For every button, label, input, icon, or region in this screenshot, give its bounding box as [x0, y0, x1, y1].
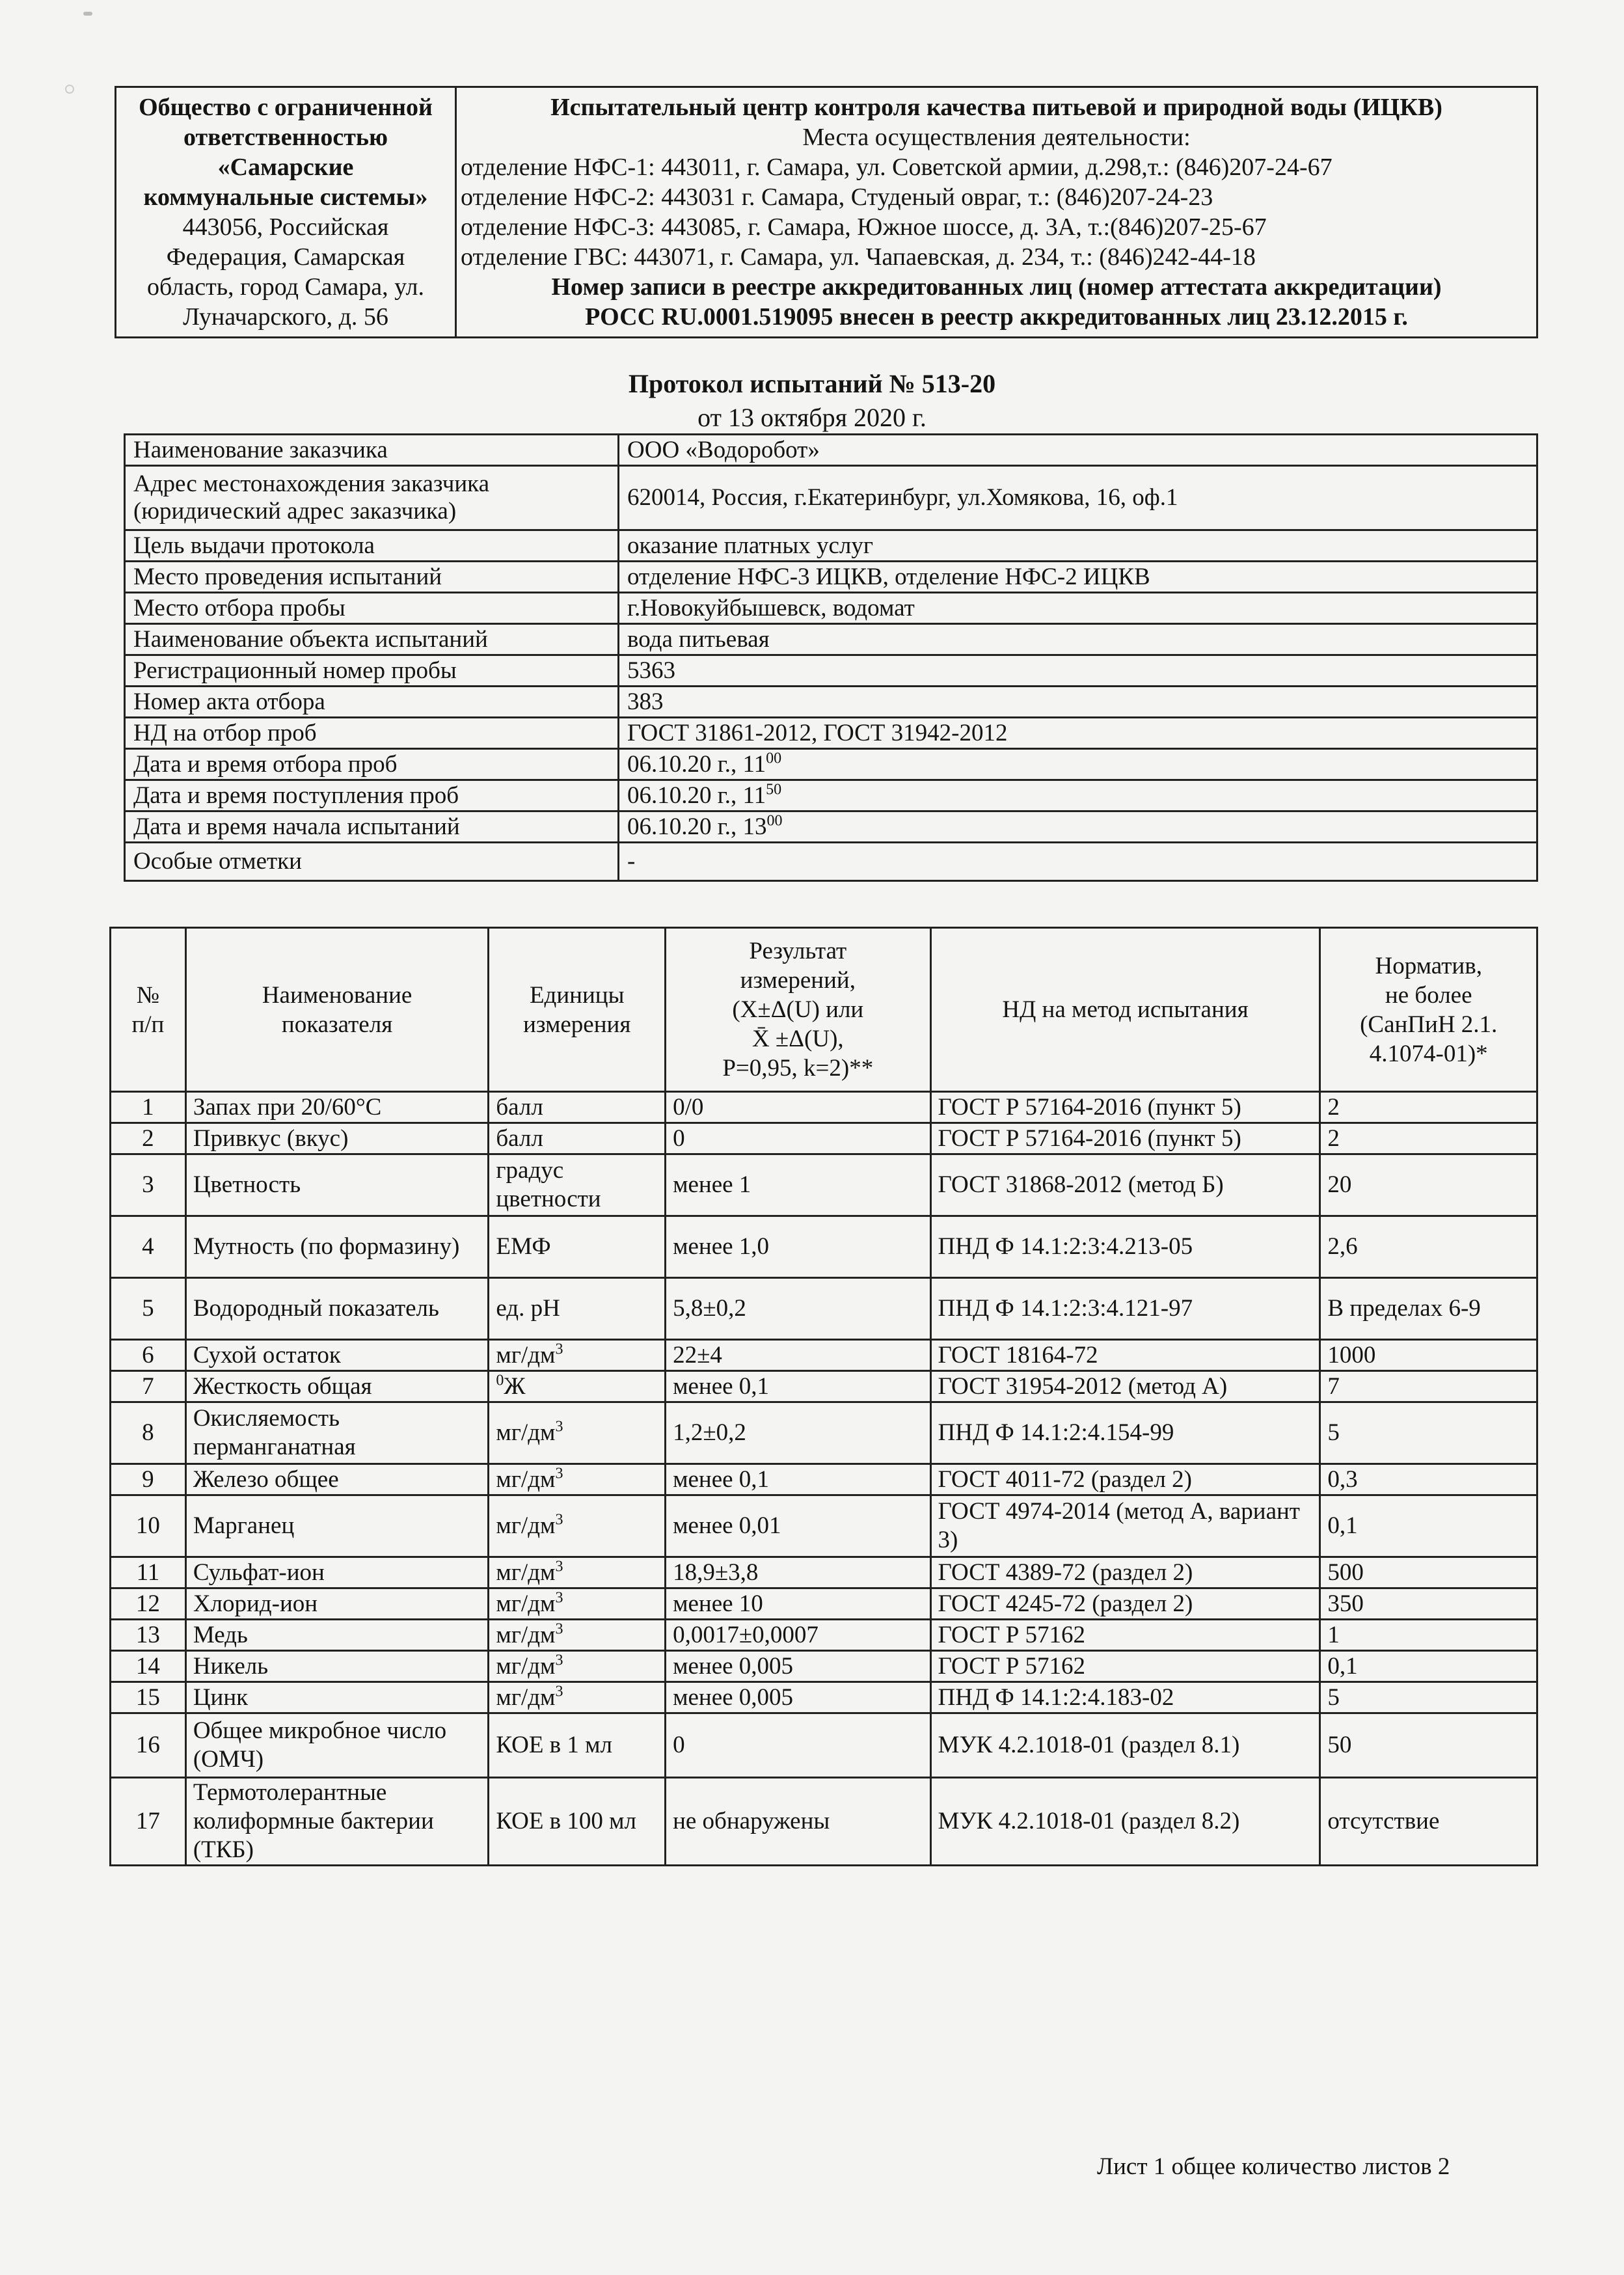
unit-text: Ж: [504, 1372, 526, 1400]
branch-line: отделение НФС-3: 443085, г. Самара, Южное шоссе, д. 3А, т.:(846)207-25-67: [461, 213, 1267, 241]
unit-text: КОЕ в 1 мл: [496, 1732, 613, 1758]
cell-result: менее 10: [666, 1588, 930, 1620]
header-line: измерения: [523, 1011, 631, 1038]
cell-result: 0: [666, 1123, 930, 1154]
cell-method: ГОСТ 4245-72 (раздел 2): [930, 1588, 1320, 1620]
cell-result: 0: [666, 1713, 930, 1778]
cell-method: ГОСТ Р 57162: [930, 1620, 1320, 1651]
org-line: 443056, Российская: [182, 213, 389, 241]
result-row: [111, 1682, 1537, 1713]
cell-norm: 5: [1320, 1682, 1537, 1713]
info-key-line: Адрес местонахождения заказчика: [133, 470, 489, 497]
info-row: [125, 466, 1537, 530]
result-row: [111, 1557, 1537, 1588]
sample-info-table: [124, 433, 1538, 882]
unit-text: мг/дм: [496, 1621, 556, 1648]
cell-unit: [489, 1216, 666, 1278]
result-row: [111, 1620, 1537, 1651]
info-row: [125, 811, 1537, 843]
info-row: [125, 655, 1537, 687]
header-line: не более: [1385, 981, 1472, 1009]
info-key: Место проведения испытаний: [125, 562, 619, 593]
info-key: Наименование объекта испытаний: [125, 624, 619, 655]
info-row: [125, 749, 1537, 780]
unit-sup: 3: [555, 1558, 563, 1575]
cell-method: ГОСТ 31954-2012 (метод А): [930, 1371, 1320, 1402]
info-key: Цель выдачи протокола: [125, 530, 619, 562]
cell-number: 4: [111, 1216, 186, 1278]
org-line: Общество с ограниченной: [139, 94, 433, 121]
info-value: г.Новокуйбышевск, водомат: [619, 593, 1537, 624]
page-footer: Лист 1 общее количество листов 2: [1097, 2153, 1450, 2180]
cell-number: 11: [111, 1557, 186, 1588]
unit-text: мг/дм: [496, 1683, 556, 1711]
cell-method: ПНД Ф 14.1:2:3:4.121-97: [930, 1278, 1320, 1340]
cell-unit: [489, 1402, 666, 1464]
cell-unit: [489, 1620, 666, 1651]
header-line: Наименование: [262, 981, 413, 1009]
unit-text: градус цветности: [496, 1157, 601, 1212]
branch-line: отделение ГВС: 443071, г. Самара, ул. Чапаевская, д. 234, т.: (846)242-44-18: [461, 243, 1256, 271]
info-value-text: 06.10.20 г., 11: [627, 782, 766, 809]
cell-name: Хлорид-ион: [185, 1588, 489, 1620]
unit-text: КОЕ в 100 мл: [496, 1808, 637, 1834]
info-value: [619, 780, 1537, 811]
cell-method: ГОСТ Р 57164-2016 (пункт 5): [930, 1123, 1320, 1154]
cell-result: менее 0,005: [666, 1682, 930, 1713]
cell-number: 3: [111, 1154, 186, 1216]
scan-speck: [83, 12, 92, 16]
branch-line: отделение НФС-2: 443031 г. Самара, Студеный овраг, т.: (846)207-24-23: [461, 184, 1213, 211]
unit-sup: 3: [555, 1589, 563, 1607]
cell-unit: [489, 1588, 666, 1620]
result-row: [111, 1371, 1537, 1402]
cell-name: Марганец: [185, 1495, 489, 1557]
cell-unit: [489, 1371, 666, 1402]
result-row: [111, 1464, 1537, 1495]
info-key: Особые отметки: [125, 843, 619, 881]
registry-line: Номер записи в реестре аккредитованных лиц (номер аттестата аккредитации): [551, 273, 1442, 301]
cell-unit: [489, 1557, 666, 1588]
cell-unit: [489, 1092, 666, 1123]
cell-number: 14: [111, 1651, 186, 1682]
col-header-method: НД на метод испытания: [930, 928, 1320, 1092]
cell-number: 6: [111, 1340, 186, 1371]
cell-name: Термотолерантные колиформные бактерии (ТКБ): [185, 1778, 489, 1866]
header-line: Р=0,95, k=2)**: [722, 1055, 874, 1082]
cell-unit: [489, 1278, 666, 1340]
info-value: [619, 811, 1537, 843]
header-line: (Х±Δ(U) или: [732, 996, 864, 1023]
header-line: Единицы: [529, 981, 625, 1009]
cell-result: менее 1,0: [666, 1216, 930, 1278]
unit-sup: 3: [555, 1652, 563, 1669]
cell-number: 12: [111, 1588, 186, 1620]
info-row: [125, 718, 1537, 749]
cell-norm: 5: [1320, 1402, 1537, 1464]
cell-name: Сульфат-ион: [185, 1557, 489, 1588]
info-value-sup: 00: [766, 750, 782, 767]
unit-sup: 3: [555, 1341, 563, 1358]
unit-sup: 3: [555, 1620, 563, 1638]
cell-norm: 500: [1320, 1557, 1537, 1588]
cell-name: Медь: [185, 1620, 489, 1651]
cell-name: Цветность: [185, 1154, 489, 1216]
unit-text: балл: [496, 1093, 543, 1121]
cell-result: 0,0017±0,0007: [666, 1620, 930, 1651]
header-line: Результат: [749, 938, 847, 964]
result-row: [111, 1495, 1537, 1557]
cell-number: 17: [111, 1778, 186, 1866]
cell-result: 1,2±0,2: [666, 1402, 930, 1464]
cell-number: 13: [111, 1620, 186, 1651]
branch-line: отделение НФС-1: 443011, г. Самара, ул. Советской армии, д.298,т.: (846)207-24-67: [461, 154, 1333, 181]
cell-norm: 2,6: [1320, 1216, 1537, 1278]
info-row: [125, 530, 1537, 562]
result-row: [111, 1713, 1537, 1778]
unit-text: мг/дм: [496, 1341, 556, 1369]
result-row: [111, 1278, 1537, 1340]
results-body: [111, 1092, 1537, 1866]
result-row: [111, 1154, 1537, 1216]
cell-number: 15: [111, 1682, 186, 1713]
cell-result: менее 0,1: [666, 1371, 930, 1402]
info-value: ООО «Водоробот»: [619, 435, 1537, 466]
org-line: Федерация, Самарская: [166, 243, 405, 271]
cell-method: МУК 4.2.1018-01 (раздел 8.2): [930, 1778, 1320, 1866]
info-row: [125, 687, 1537, 718]
cell-unit: [489, 1651, 666, 1682]
cell-method: ГОСТ 31868-2012 (метод Б): [930, 1154, 1320, 1216]
cell-norm: отсутствие: [1320, 1778, 1537, 1866]
unit-text: мг/дм: [496, 1652, 556, 1680]
unit-text: балл: [496, 1124, 543, 1152]
cell-result: менее 1: [666, 1154, 930, 1216]
cell-method: ГОСТ 4974-2014 (метод А, вариант 3): [930, 1495, 1320, 1557]
info-key: Дата и время поступления проб: [125, 780, 619, 811]
cell-name: Сухой остаток: [185, 1340, 489, 1371]
cell-norm: 0,1: [1320, 1495, 1537, 1557]
cell-result: 5,8±0,2: [666, 1278, 930, 1340]
unit-sup: 3: [555, 1465, 563, 1482]
info-value: 5363: [619, 655, 1537, 687]
result-row: [111, 1092, 1537, 1123]
results-table: [109, 927, 1538, 1866]
cell-norm: 2: [1320, 1123, 1537, 1154]
cell-norm: 20: [1320, 1154, 1537, 1216]
cell-norm: 7: [1320, 1371, 1537, 1402]
org-line: область, город Самара, ул.: [147, 273, 424, 301]
info-key: Наименование заказчика: [125, 435, 619, 466]
protocol-title: Протокол испытаний № 513-20: [628, 369, 996, 398]
result-row: [111, 1402, 1537, 1464]
cell-unit: [489, 1495, 666, 1557]
cell-number: 1: [111, 1092, 186, 1123]
cell-name: Железо общее: [185, 1464, 489, 1495]
cell-unit: [489, 1154, 666, 1216]
result-row: [111, 1588, 1537, 1620]
info-value-sup: 50: [766, 781, 782, 798]
cell-name: Никель: [185, 1651, 489, 1682]
cell-number: 7: [111, 1371, 186, 1402]
result-row: [111, 1778, 1537, 1866]
cell-result: менее 0,1: [666, 1464, 930, 1495]
center-title: Испытательный центр контроля качества питьевой и природной воды (ИЦКВ): [550, 94, 1442, 121]
cell-unit: [489, 1340, 666, 1371]
col-header-name: [185, 928, 489, 1092]
header-line: №: [136, 981, 160, 1009]
cell-result: менее 0,005: [666, 1651, 930, 1682]
cell-method: ГОСТ Р 57164-2016 (пункт 5): [930, 1092, 1320, 1123]
info-row: [125, 435, 1537, 466]
info-key: Место отбора пробы: [125, 593, 619, 624]
cell-norm: 1: [1320, 1620, 1537, 1651]
header-line: показателя: [281, 1011, 393, 1038]
cell-number: 16: [111, 1713, 186, 1778]
testing-center-cell: [456, 87, 1537, 338]
unit-sup: 3: [555, 1511, 563, 1529]
info-key: [125, 466, 619, 530]
info-key: НД на отбор проб: [125, 718, 619, 749]
unit-sup: 3: [555, 1683, 563, 1700]
col-header-result: [666, 928, 930, 1092]
unit-text: мг/дм: [496, 1419, 556, 1446]
protocol-date: от 13 октября 2020 г.: [697, 403, 927, 432]
header-line: X̄ ±Δ(U),: [751, 1026, 844, 1052]
info-value-sup: 00: [766, 812, 783, 830]
unit-sup: 3: [555, 1418, 563, 1436]
unit-text: мг/дм: [496, 1465, 556, 1493]
cell-method: ГОСТ 4011-72 (раздел 2): [930, 1464, 1320, 1495]
org-line: Луначарского, д. 56: [183, 303, 388, 331]
info-value: отделение НФС-3 ИЦКВ, отделение НФС-2 ИЦКВ: [619, 562, 1537, 593]
header-table: [115, 86, 1538, 338]
info-value: вода питьевая: [619, 624, 1537, 655]
cell-result: не обнаружены: [666, 1778, 930, 1866]
info-row: [125, 624, 1537, 655]
cell-name: Общее микробное число (ОМЧ): [185, 1713, 489, 1778]
unit-sup: 0: [496, 1372, 504, 1389]
info-value: ГОСТ 31861-2012, ГОСТ 31942-2012: [619, 718, 1537, 749]
unit-text: ед. рН: [496, 1295, 560, 1322]
cell-result: 0/0: [666, 1092, 930, 1123]
cell-number: 8: [111, 1402, 186, 1464]
cell-name: Привкус (вкус): [185, 1123, 489, 1154]
org-line: ответственностью: [183, 124, 388, 151]
unit-text: мг/дм: [496, 1512, 556, 1539]
info-value: -: [619, 843, 1537, 881]
info-key-line: (юридический адрес заказчика): [133, 498, 457, 524]
org-line: коммунальные системы»: [143, 184, 428, 211]
scan-speck: [65, 85, 74, 94]
cell-norm: 2: [1320, 1092, 1537, 1123]
cell-result: 22±4: [666, 1340, 930, 1371]
cell-name: Запах при 20/60°С: [185, 1092, 489, 1123]
col-header-number: [111, 928, 186, 1092]
cell-name: Окисляемость перманганатная: [185, 1402, 489, 1464]
info-value: 620014, Россия, г.Екатеринбург, ул.Хомякова, 16, оф.1: [619, 466, 1537, 530]
info-value: оказание платных услуг: [619, 530, 1537, 562]
info-value: 383: [619, 687, 1537, 718]
cell-name: Жесткость общая: [185, 1371, 489, 1402]
info-row: [125, 562, 1537, 593]
cell-norm: В пределах 6-9: [1320, 1278, 1537, 1340]
cell-unit: [489, 1713, 666, 1778]
info-value-text: 06.10.20 г., 11: [627, 750, 766, 778]
cell-norm: 0,1: [1320, 1651, 1537, 1682]
result-row: [111, 1340, 1537, 1371]
cell-number: 2: [111, 1123, 186, 1154]
registry-line: РОСС RU.0001.519095 внесен в реестр аккредитованных лиц 23.12.2015 г.: [585, 303, 1408, 331]
cell-unit: [489, 1464, 666, 1495]
cell-result: менее 0,01: [666, 1495, 930, 1557]
unit-text: ЕМФ: [496, 1233, 551, 1260]
col-header-norm: [1320, 928, 1537, 1092]
result-row: [111, 1651, 1537, 1682]
cell-method: ПНД Ф 14.1:2:3:4.213-05: [930, 1216, 1320, 1278]
info-key: Дата и время отбора проб: [125, 749, 619, 780]
header-line: (СанПиН 2.1.: [1360, 1011, 1498, 1038]
cell-norm: 0,3: [1320, 1464, 1537, 1495]
cell-unit: [489, 1123, 666, 1154]
header-line: Норматив,: [1375, 952, 1482, 979]
cell-method: ПНД Ф 14.1:2:4.154-99: [930, 1402, 1320, 1464]
header-line: п/п: [131, 1011, 165, 1038]
info-row: [125, 593, 1537, 624]
cell-name: Водородный показатель: [185, 1278, 489, 1340]
places-label: Места осуществления деятельности:: [802, 124, 1191, 151]
info-value: [619, 749, 1537, 780]
cell-method: ГОСТ 18164-72: [930, 1340, 1320, 1371]
cell-norm: 1000: [1320, 1340, 1537, 1371]
cell-unit: [489, 1682, 666, 1713]
unit-text: мг/дм: [496, 1559, 556, 1586]
info-key: Номер акта отбора: [125, 687, 619, 718]
cell-method: МУК 4.2.1018-01 (раздел 8.1): [930, 1713, 1320, 1778]
col-header-unit: [489, 928, 666, 1092]
result-row: [111, 1216, 1537, 1278]
organization-cell: [116, 87, 456, 338]
org-line: «Самарские: [217, 154, 354, 181]
cell-unit: [489, 1778, 666, 1866]
info-key: Регистрационный номер пробы: [125, 655, 619, 687]
unit-text: мг/дм: [496, 1590, 556, 1617]
cell-name: Цинк: [185, 1682, 489, 1713]
info-key: Дата и время начала испытаний: [125, 811, 619, 843]
cell-result: 18,9±3,8: [666, 1557, 930, 1588]
result-row: [111, 1123, 1537, 1154]
cell-method: ГОСТ Р 57162: [930, 1651, 1320, 1682]
results-header-row: [111, 928, 1537, 1092]
cell-number: 5: [111, 1278, 186, 1340]
info-value-text: 06.10.20 г., 13: [627, 813, 767, 840]
cell-norm: 50: [1320, 1713, 1537, 1778]
header-line: измерений,: [740, 967, 856, 994]
cell-norm: 350: [1320, 1588, 1537, 1620]
header-line: 4.1074-01)*: [1369, 1040, 1488, 1067]
cell-method: ПНД Ф 14.1:2:4.183-02: [930, 1682, 1320, 1713]
cell-number: 9: [111, 1464, 186, 1495]
cell-number: 10: [111, 1495, 186, 1557]
cell-method: ГОСТ 4389-72 (раздел 2): [930, 1557, 1320, 1588]
info-row: [125, 780, 1537, 811]
cell-name: Мутность (по формазину): [185, 1216, 489, 1278]
info-row: [125, 843, 1537, 881]
